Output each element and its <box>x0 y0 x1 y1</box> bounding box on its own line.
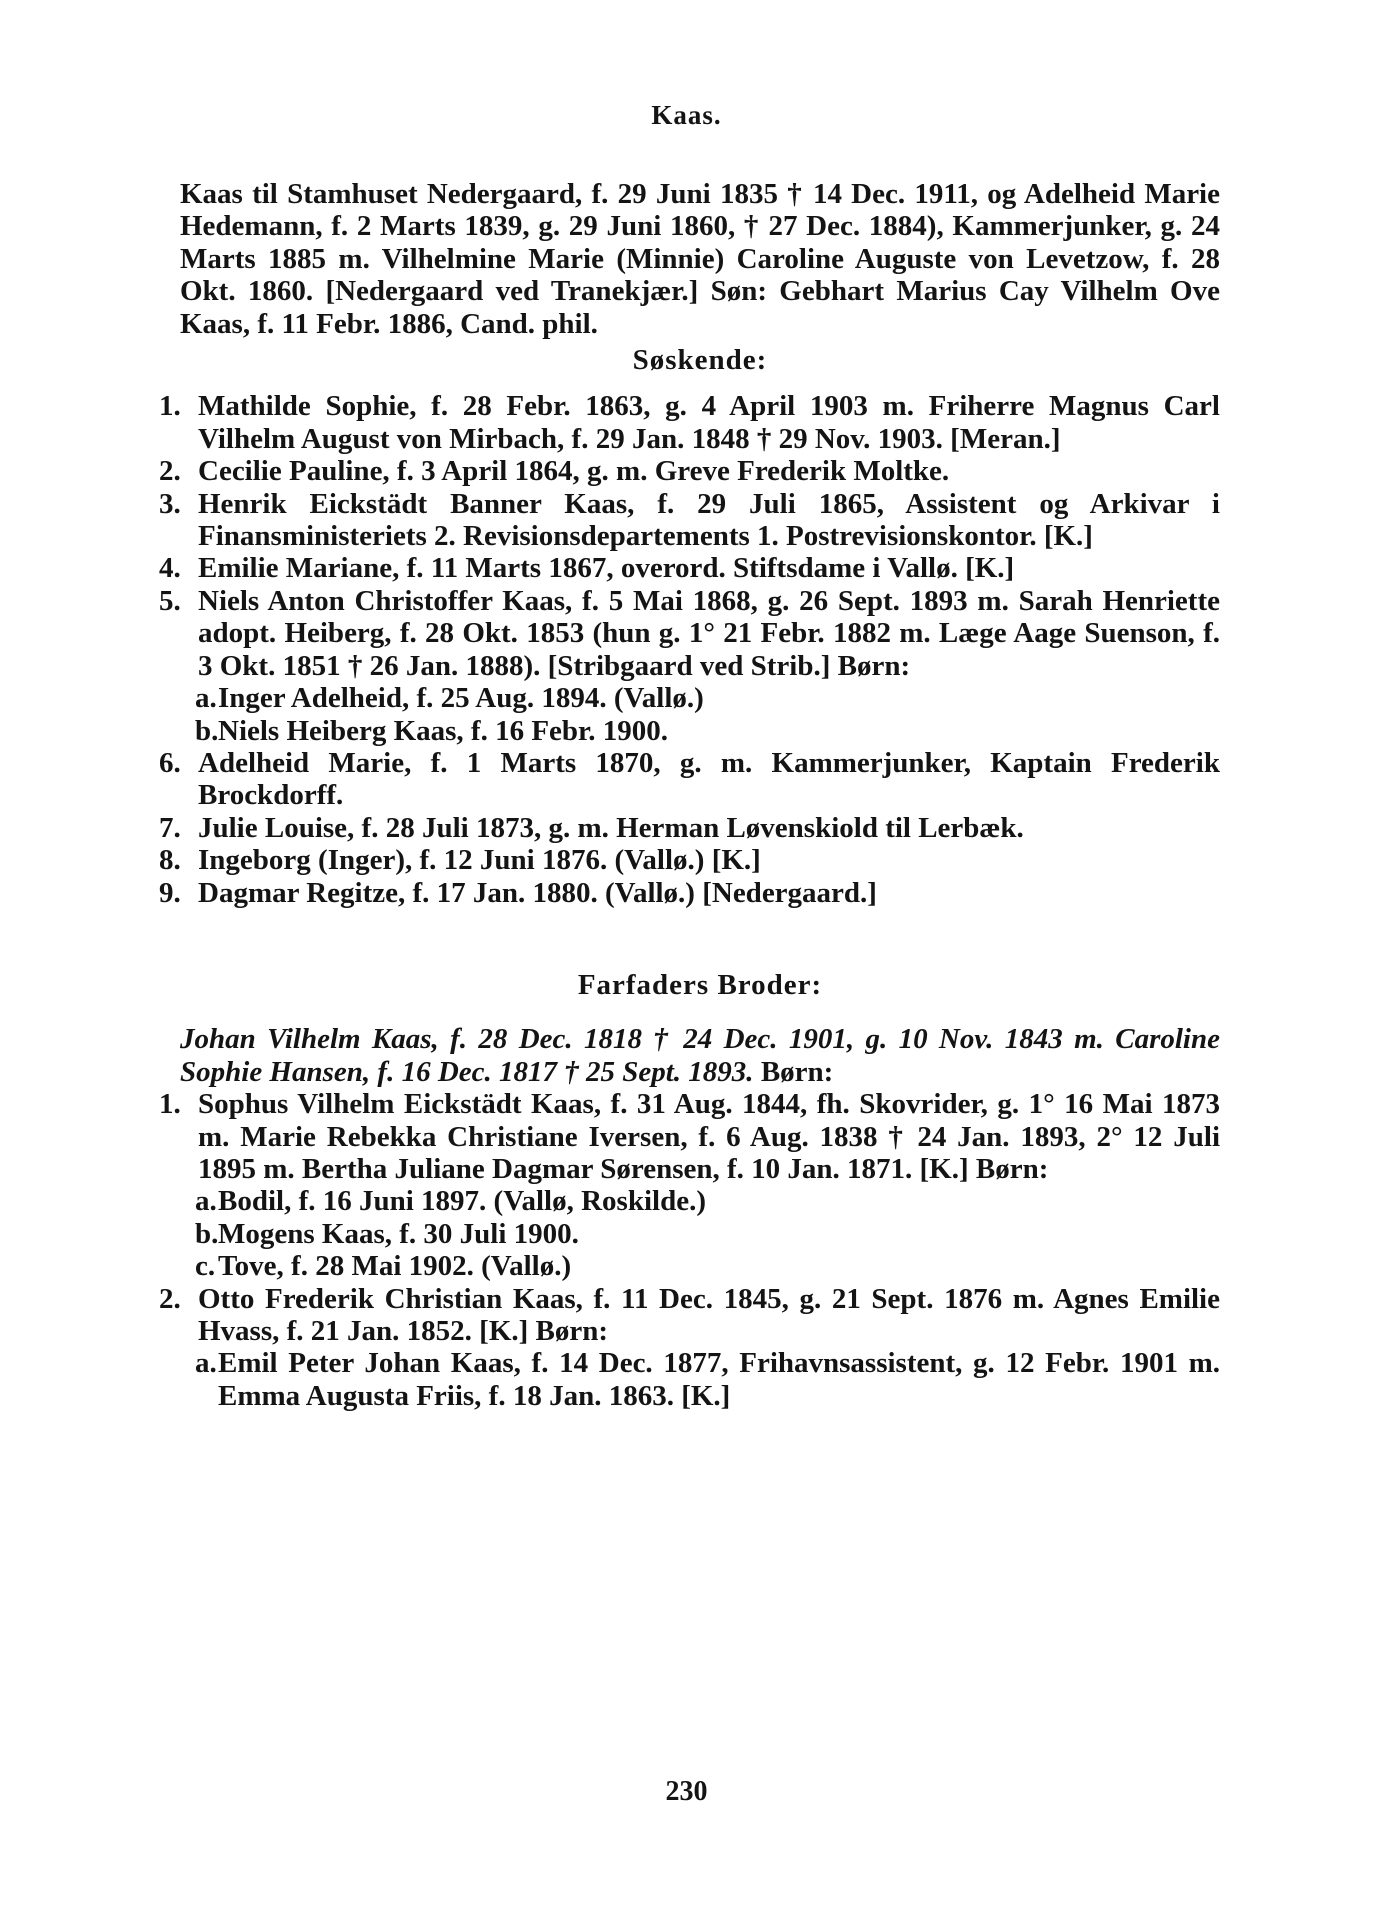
item-text: Otto Frederik Christian Kaas, f. 11 Dec. 1845, g. 21 Sept. 1876 m. Agnes Emilie Hvass, f. 21 Jan. 1852. [K.] Børn: <box>198 1282 1220 1347</box>
list-item <box>159 552 1220 585</box>
item-text: Bodil, f. 16 Juni 1897. (Vallø, Roskilde.) <box>218 1185 706 1218</box>
page-title: Kaas. <box>651 100 722 130</box>
item-number: 4. <box>159 552 181 585</box>
item-text: Sophus Vilhelm Eickstädt Kaas, f. 31 Aug. 1844, fh. Skovrider, g. 1° 16 Mai 1873 m. Marie Rebekka Christiane Iversen, f. 6 Aug. 1838 † 24 Jan. 1893, 2° 12 Juli 1895 m. Bertha Juliane Dagmar Sørensen, f. 10 Jan. 1871. [K.] Børn: <box>198 1088 1220 1185</box>
item-text: Dagmar Regitze, f. 17 Jan. 1880. (Vallø.) [Nedergaard.] <box>198 876 877 909</box>
item-number: 2. <box>159 1282 181 1315</box>
list-item <box>159 1282 1220 1348</box>
list-item <box>159 876 1220 909</box>
item-text: Niels Heiberg Kaas, f. 16 Febr. 1900. <box>218 714 668 747</box>
list-item <box>159 1088 1220 1185</box>
list-item <box>159 390 1220 455</box>
list-item <box>159 746 1220 812</box>
item-letter: b. <box>195 1217 219 1250</box>
item-number: 1. <box>159 390 181 423</box>
item-letter: b. <box>195 714 219 747</box>
item-text: Cecilie Pauline, f. 3 April 1864, g. m. Greve Frederik Moltke. <box>198 455 950 488</box>
item-number: 2. <box>159 455 181 488</box>
item-text: Niels Anton Christoffer Kaas, f. 5 Mai 1868, g. 26 Sept. 1893 m. Sarah Henriette adopt. Heiberg, f. 28 Okt. 1853 (hun g. 1° 21 Febr. 1882 m. Læge Aage Suenson, f. 3 Okt. 1851 † 26 Jan. 1888). [Stribgaard ved Strib.] Børn: <box>198 584 1220 682</box>
item-number: 5. <box>159 584 181 617</box>
uncle-children-list <box>159 1088 1220 1412</box>
list-item <box>159 844 1220 877</box>
item-letter: a. <box>195 682 217 715</box>
item-number: 1. <box>159 1088 181 1121</box>
sub-list-item <box>180 1185 1220 1217</box>
item-number: 8. <box>159 844 181 877</box>
item-text: Henrik Eickstädt Banner Kaas, f. 29 Juli 1865, Assistent og Arkivar i Finansministeriets 2. Revisionsdepartements 1. Postrevisionskontor. [K.] <box>198 487 1220 553</box>
item-letter: c. <box>195 1250 216 1283</box>
page-body <box>159 178 1220 1412</box>
item-number: 7. <box>159 811 181 844</box>
list-item <box>159 487 1220 553</box>
item-number: 9. <box>159 876 181 909</box>
item-number: 3. <box>159 487 181 520</box>
sub-list-item <box>180 1347 1220 1412</box>
uncle-intro-italic: Johan Vilhelm Kaas, f. 28 Dec. 1818 † 24 Dec. 1901, g. 10 Nov. 1843 m. Caroline Sophie Hansen, f. 16 Dec. 1817 † 25 Sept. 1893. <box>180 1023 1220 1088</box>
uncle-intro-suffix: Børn: <box>753 1055 834 1088</box>
item-text: Inger Adelheid, f. 25 Aug. 1894. (Vallø.) <box>218 682 704 715</box>
list-item <box>159 455 1220 488</box>
item-text: Mogens Kaas, f. 30 Juli 1900. <box>218 1217 579 1250</box>
item-letter: a. <box>195 1347 217 1380</box>
intro-paragraph: Kaas til Stamhuset Nedergaard, f. 29 Juni 1835 † 14 Dec. 1911, og Adelheid Marie Hedemann, f. 2 Marts 1839, g. 29 Juni 1860, † 27 Dec. 1884), Kammerjunker, g. 24 Marts 1885 m. Vilhelmine Marie (Minnie) Caroline Auguste von Levetzow, f. 28 Okt. 1860. [Nedergaard ved Tranekjær.] Søn: Gebhart Marius Cay Vilhelm Ove Kaas, f. 11 Febr. 1886, Cand. phil. <box>180 178 1220 340</box>
sub-list-item <box>180 682 1220 714</box>
item-text: Ingeborg (Inger), f. 12 Juni 1876. (Vallø.) [K.] <box>198 844 761 877</box>
item-text: Adelheid Marie, f. 1 Marts 1870, g. m. Kammerjunker, Kaptain Frederik Brockdorff. <box>198 746 1220 812</box>
item-number: 6. <box>159 746 181 779</box>
list-item <box>159 811 1220 844</box>
uncle-heading: Farfaders Broder: <box>577 968 823 1001</box>
item-text: Emil Peter Johan Kaas, f. 14 Dec. 1877, Frihavnsassistent, g. 12 Febr. 1901 m. Emma Augusta Friis, f. 18 Jan. 1863. [K.] <box>218 1347 1220 1412</box>
sub-list-item <box>180 1250 1220 1282</box>
list-item <box>159 584 1220 682</box>
uncle-intro <box>180 1023 1220 1088</box>
item-text: Emilie Mariane, f. 11 Marts 1867, overord. Stiftsdame i Vallø. [K.] <box>198 552 1015 585</box>
sub-list-item <box>180 1218 1220 1250</box>
item-text: Tove, f. 28 Mai 1902. (Vallø.) <box>218 1250 572 1283</box>
item-text: Mathilde Sophie, f. 28 Febr. 1863, g. 4 April 1903 m. Friherre Magnus Carl Vilhelm August von Mirbach, f. 29 Jan. 1848 † 29 Nov. 1903. [Meran.] <box>198 390 1220 455</box>
sub-list-item <box>180 715 1220 747</box>
item-letter: a. <box>195 1185 217 1218</box>
page-number: 230 <box>665 1776 708 1807</box>
siblings-heading: Søskende: <box>632 344 768 377</box>
siblings-list <box>159 390 1220 909</box>
item-text: Julie Louise, f. 28 Juli 1873, g. m. Herman Løvenskiold til Lerbæk. <box>198 811 1024 844</box>
